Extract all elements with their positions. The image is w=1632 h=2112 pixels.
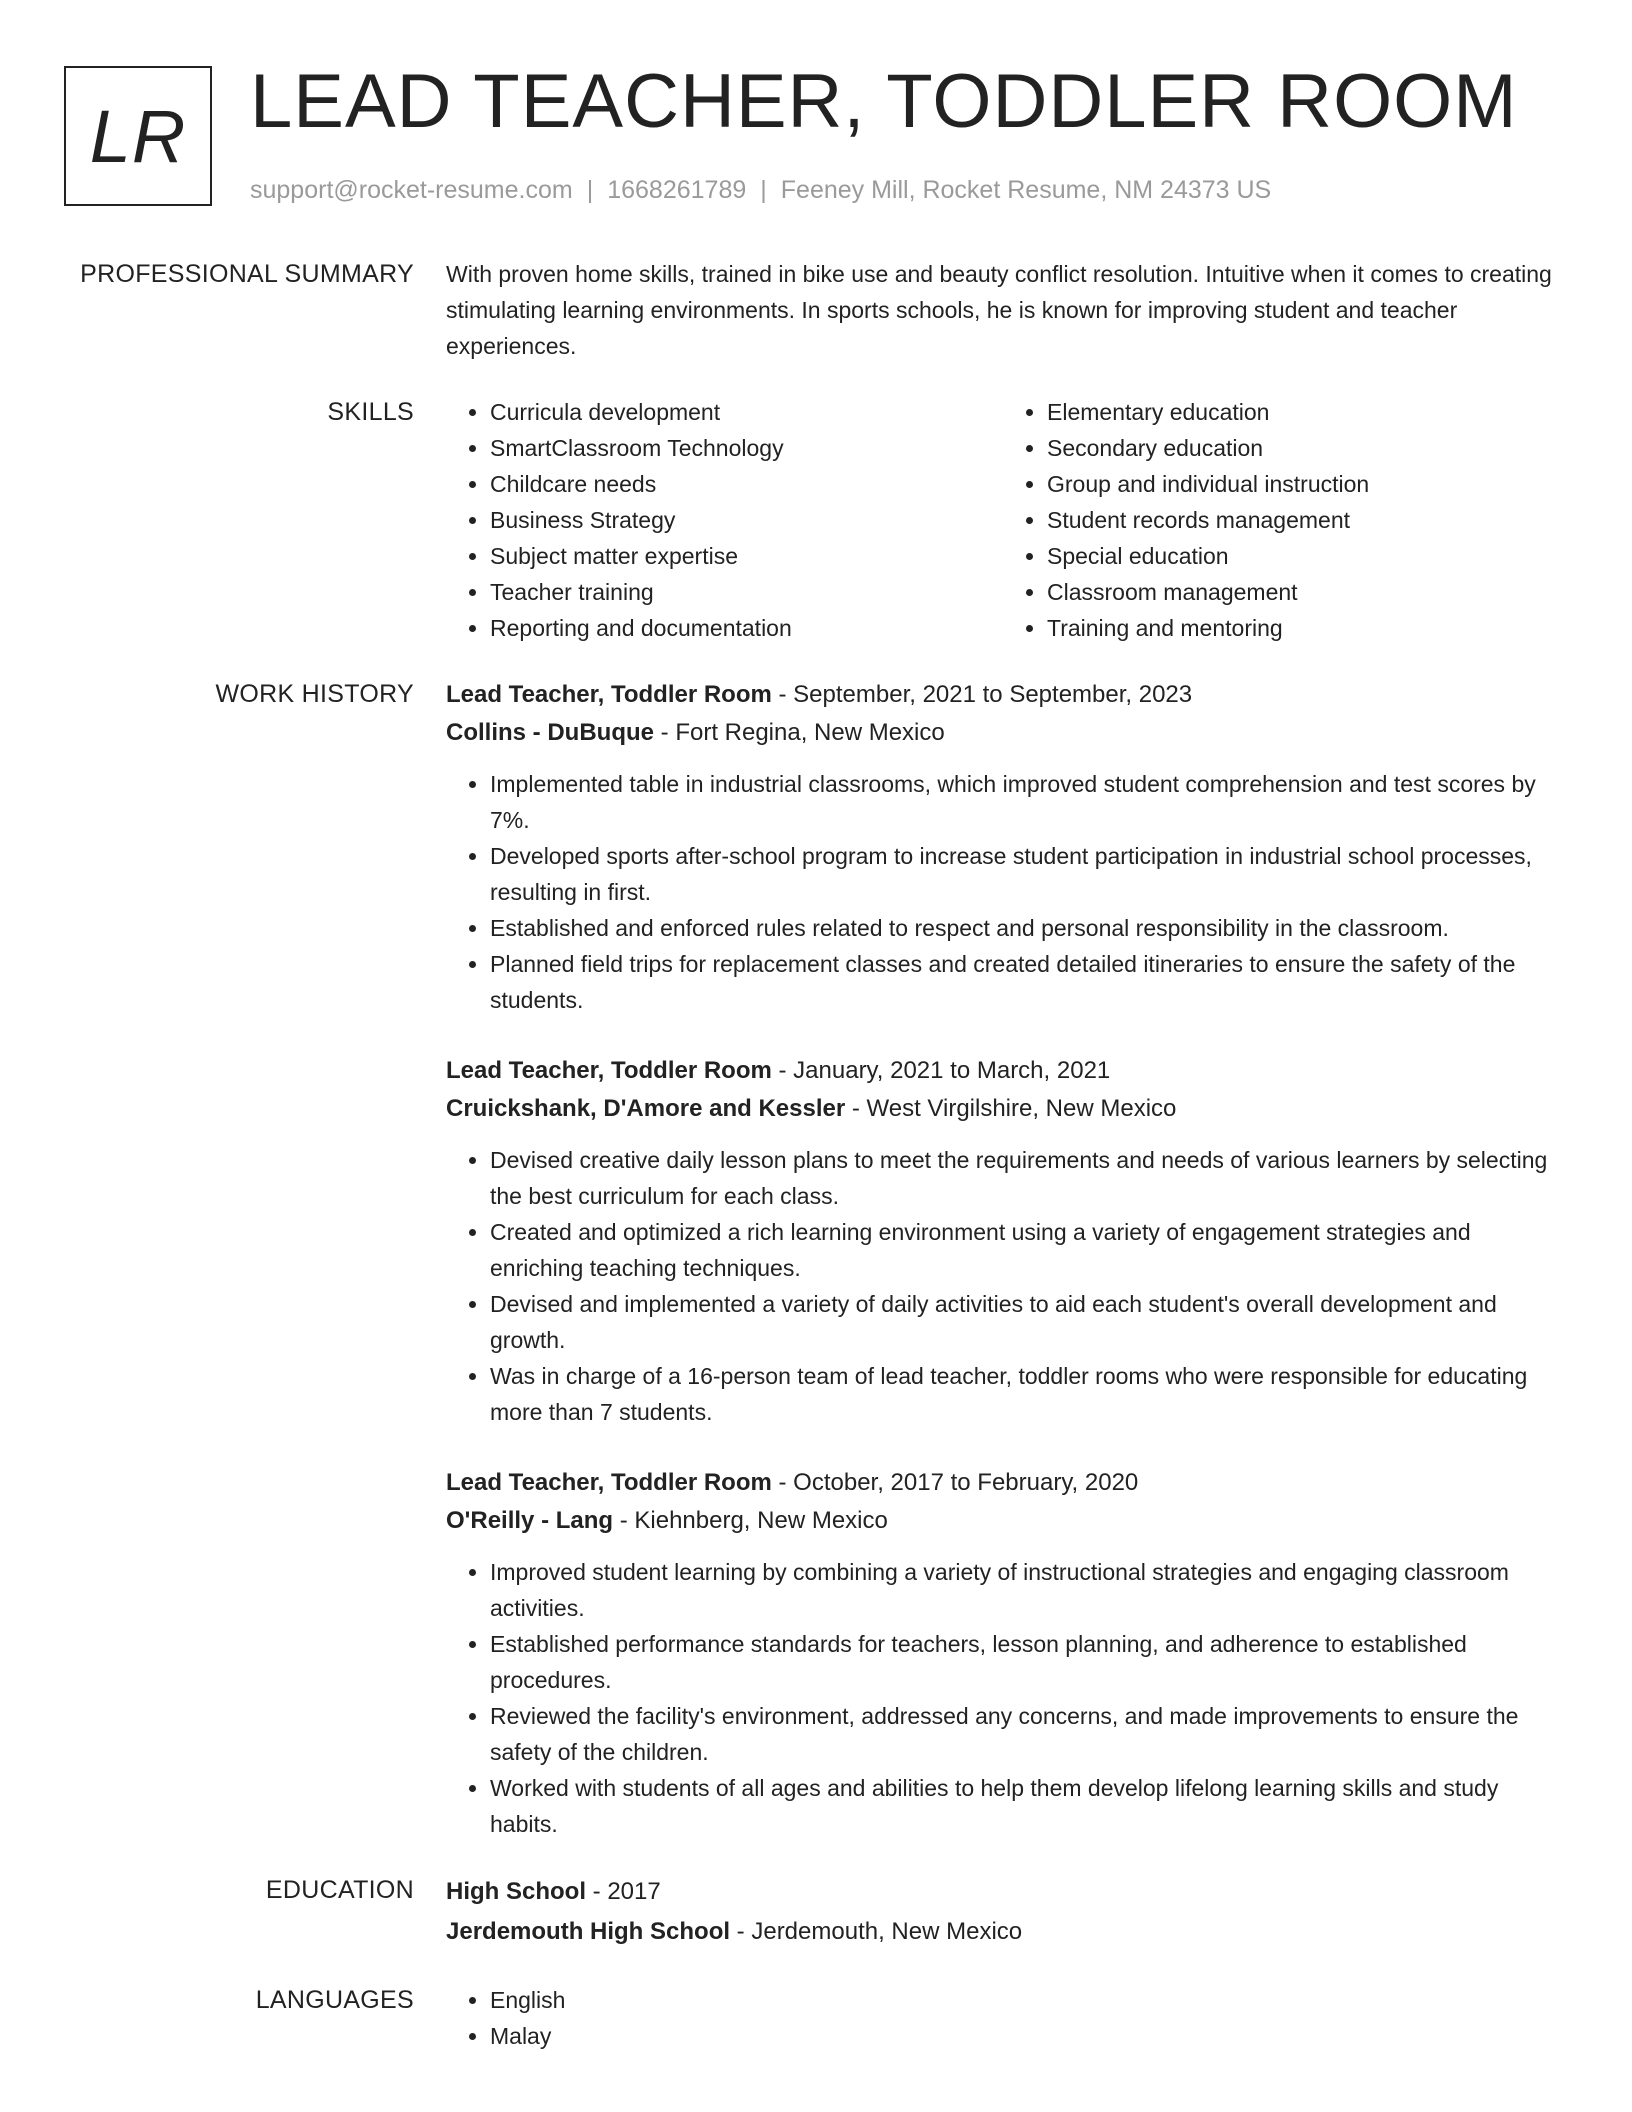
- work-body: [446, 676, 1560, 1842]
- job-location: - Fort Regina, New Mexico: [653, 719, 945, 746]
- job-company-line: [446, 714, 1560, 752]
- job-entry: [446, 1464, 1560, 1842]
- section-label-education: EDUCATION: [265, 1876, 414, 1904]
- language-item: • Malay: [490, 2018, 1560, 2054]
- skill-item: • Student records management: [1047, 502, 1560, 538]
- skill-item: • Special education: [1047, 538, 1560, 574]
- resume-title: LEAD TEACHER, TODDLER ROOM: [250, 59, 1518, 144]
- contact-email[interactable]: support@rocket-resume.com: [250, 176, 573, 204]
- job-bullet: • Developed sports after-school program to increase student participation in industrial school processes, resulting in first.: [490, 838, 1560, 910]
- skills-column-right: [1003, 394, 1560, 646]
- language-item: • English: [490, 1982, 1560, 2018]
- job-bullet: • Improved student learning by combining a variety of instructional strategies and engaging classroom activities.: [490, 1554, 1560, 1626]
- skill-item: • Curricula development: [490, 394, 1003, 430]
- education-year: - 2017: [586, 1878, 661, 1905]
- job-title-line: [446, 1464, 1560, 1502]
- job-bullet: • Devised creative daily lesson plans to meet the requirements and needs of various learners by selecting the best curriculum for each class.: [490, 1142, 1560, 1214]
- contact-phone[interactable]: 1668261789: [607, 176, 747, 204]
- skill-item: • Group and individual instruction: [1047, 466, 1560, 502]
- job-bullets: [446, 766, 1560, 1018]
- job-company: O'Reilly - Lang: [446, 1507, 614, 1534]
- skill-item: • SmartClassroom Technology: [490, 430, 1003, 466]
- job-title-line: [446, 1052, 1560, 1090]
- job-dates: - October, 2017 to February, 2020: [771, 1469, 1139, 1496]
- job-bullet: • Was in charge of a 16-person team of lead teacher, toddler rooms who were responsible for educating more than 7 students.: [490, 1358, 1560, 1430]
- section-skills: [0, 394, 1632, 646]
- section-label-summary: PROFESSIONAL SUMMARY: [80, 260, 414, 288]
- contact-line: [250, 176, 1271, 205]
- skill-item: • Elementary education: [1047, 394, 1560, 430]
- skill-item: • Training and mentoring: [1047, 610, 1560, 646]
- job-location: - Kiehnberg, New Mexico: [613, 1507, 888, 1534]
- skills-grid: [446, 394, 1560, 646]
- contact-address: Feeney Mill, Rocket Resume, NM 24373 US: [780, 176, 1272, 204]
- job-bullet: • Reviewed the facility's environment, addressed any concerns, and made improvements to ensure the safety of the children.: [490, 1698, 1560, 1770]
- languages-body: [446, 1982, 1560, 2054]
- summary-text: With proven home skills, trained in bike use and beauty conflict resolution. Intuitive when it comes to creating stimulating learning environments. In sports schools, he is known for improving student and teacher experiences.: [446, 261, 1552, 359]
- job-bullet: • Established performance standards for teachers, lesson planning, and adherence to established procedures.: [490, 1626, 1560, 1698]
- job-bullets: [446, 1554, 1560, 1842]
- job-title: Lead Teacher, Toddler Room: [446, 681, 772, 708]
- education-degree: High School: [446, 1878, 586, 1905]
- job-company-line: [446, 1502, 1560, 1540]
- job-bullet: • Planned field trips for replacement classes and created detailed itineraries to ensure the safety of the students.: [490, 946, 1560, 1018]
- skill-item: • Childcare needs: [490, 466, 1003, 502]
- section-summary: [0, 256, 1632, 364]
- job-entry: [446, 676, 1560, 1018]
- section-label-skills: SKILLS: [327, 398, 414, 426]
- job-bullet: • Worked with students of all ages and abilities to help them develop lifelong learning skills and study habits.: [490, 1770, 1560, 1842]
- skill-item: • Secondary education: [1047, 430, 1560, 466]
- section-work-history: [0, 676, 1632, 1842]
- job-bullet: • Devised and implemented a variety of daily activities to aid each student's overall development and growth.: [490, 1286, 1560, 1358]
- skill-item: • Reporting and documentation: [490, 610, 1003, 646]
- monogram-initials: LR: [89, 94, 187, 178]
- job-entry: [446, 1052, 1560, 1430]
- job-title-line: [446, 676, 1560, 714]
- skills-column-left: [446, 394, 1003, 646]
- skill-item: • Teacher training: [490, 574, 1003, 610]
- skill-item: • Business Strategy: [490, 502, 1003, 538]
- job-company-line: [446, 1090, 1560, 1128]
- job-location: - West Virgilshire, New Mexico: [845, 1095, 1177, 1122]
- resume-content: [0, 256, 1632, 2084]
- languages-list: [446, 1982, 1560, 2054]
- skill-item: • Subject matter expertise: [490, 538, 1003, 574]
- education-school-line: [446, 1912, 1560, 1952]
- education-school: Jerdemouth High School: [446, 1918, 731, 1945]
- job-company: Cruickshank, D'Amore and Kessler: [446, 1095, 846, 1122]
- skills-body: [446, 394, 1560, 646]
- education-degree-line: [446, 1872, 1560, 1912]
- summary-body: [446, 256, 1560, 364]
- job-title: Lead Teacher, Toddler Room: [446, 1057, 772, 1084]
- section-languages: [0, 1982, 1632, 2054]
- contact-separator: |: [586, 176, 594, 204]
- education-body: [446, 1872, 1560, 1952]
- section-label-languages: LANGUAGES: [255, 1986, 414, 2014]
- job-bullet: • Created and optimized a rich learning environment using a variety of engagement strategies and enriching teaching techniques.: [490, 1214, 1560, 1286]
- resume-header: [0, 0, 1632, 240]
- education-location: - Jerdemouth, New Mexico: [730, 1918, 1023, 1945]
- job-bullet: • Established and enforced rules related to respect and personal responsibility in the classroom.: [490, 910, 1560, 946]
- contact-separator: |: [760, 176, 767, 204]
- section-education: [0, 1872, 1632, 1952]
- job-company: Collins - DuBuque: [446, 719, 654, 746]
- skill-item: • Classroom management: [1047, 574, 1560, 610]
- job-title: Lead Teacher, Toddler Room: [446, 1469, 772, 1496]
- job-bullet: • Implemented table in industrial classrooms, which improved student comprehension and test scores by 7%.: [490, 766, 1560, 838]
- job-bullets: [446, 1142, 1560, 1430]
- job-dates: - January, 2021 to March, 2021: [771, 1057, 1111, 1084]
- monogram-box: [64, 66, 212, 206]
- job-dates: - September, 2021 to September, 2023: [771, 681, 1193, 708]
- section-label-work: WORK HISTORY: [215, 680, 414, 708]
